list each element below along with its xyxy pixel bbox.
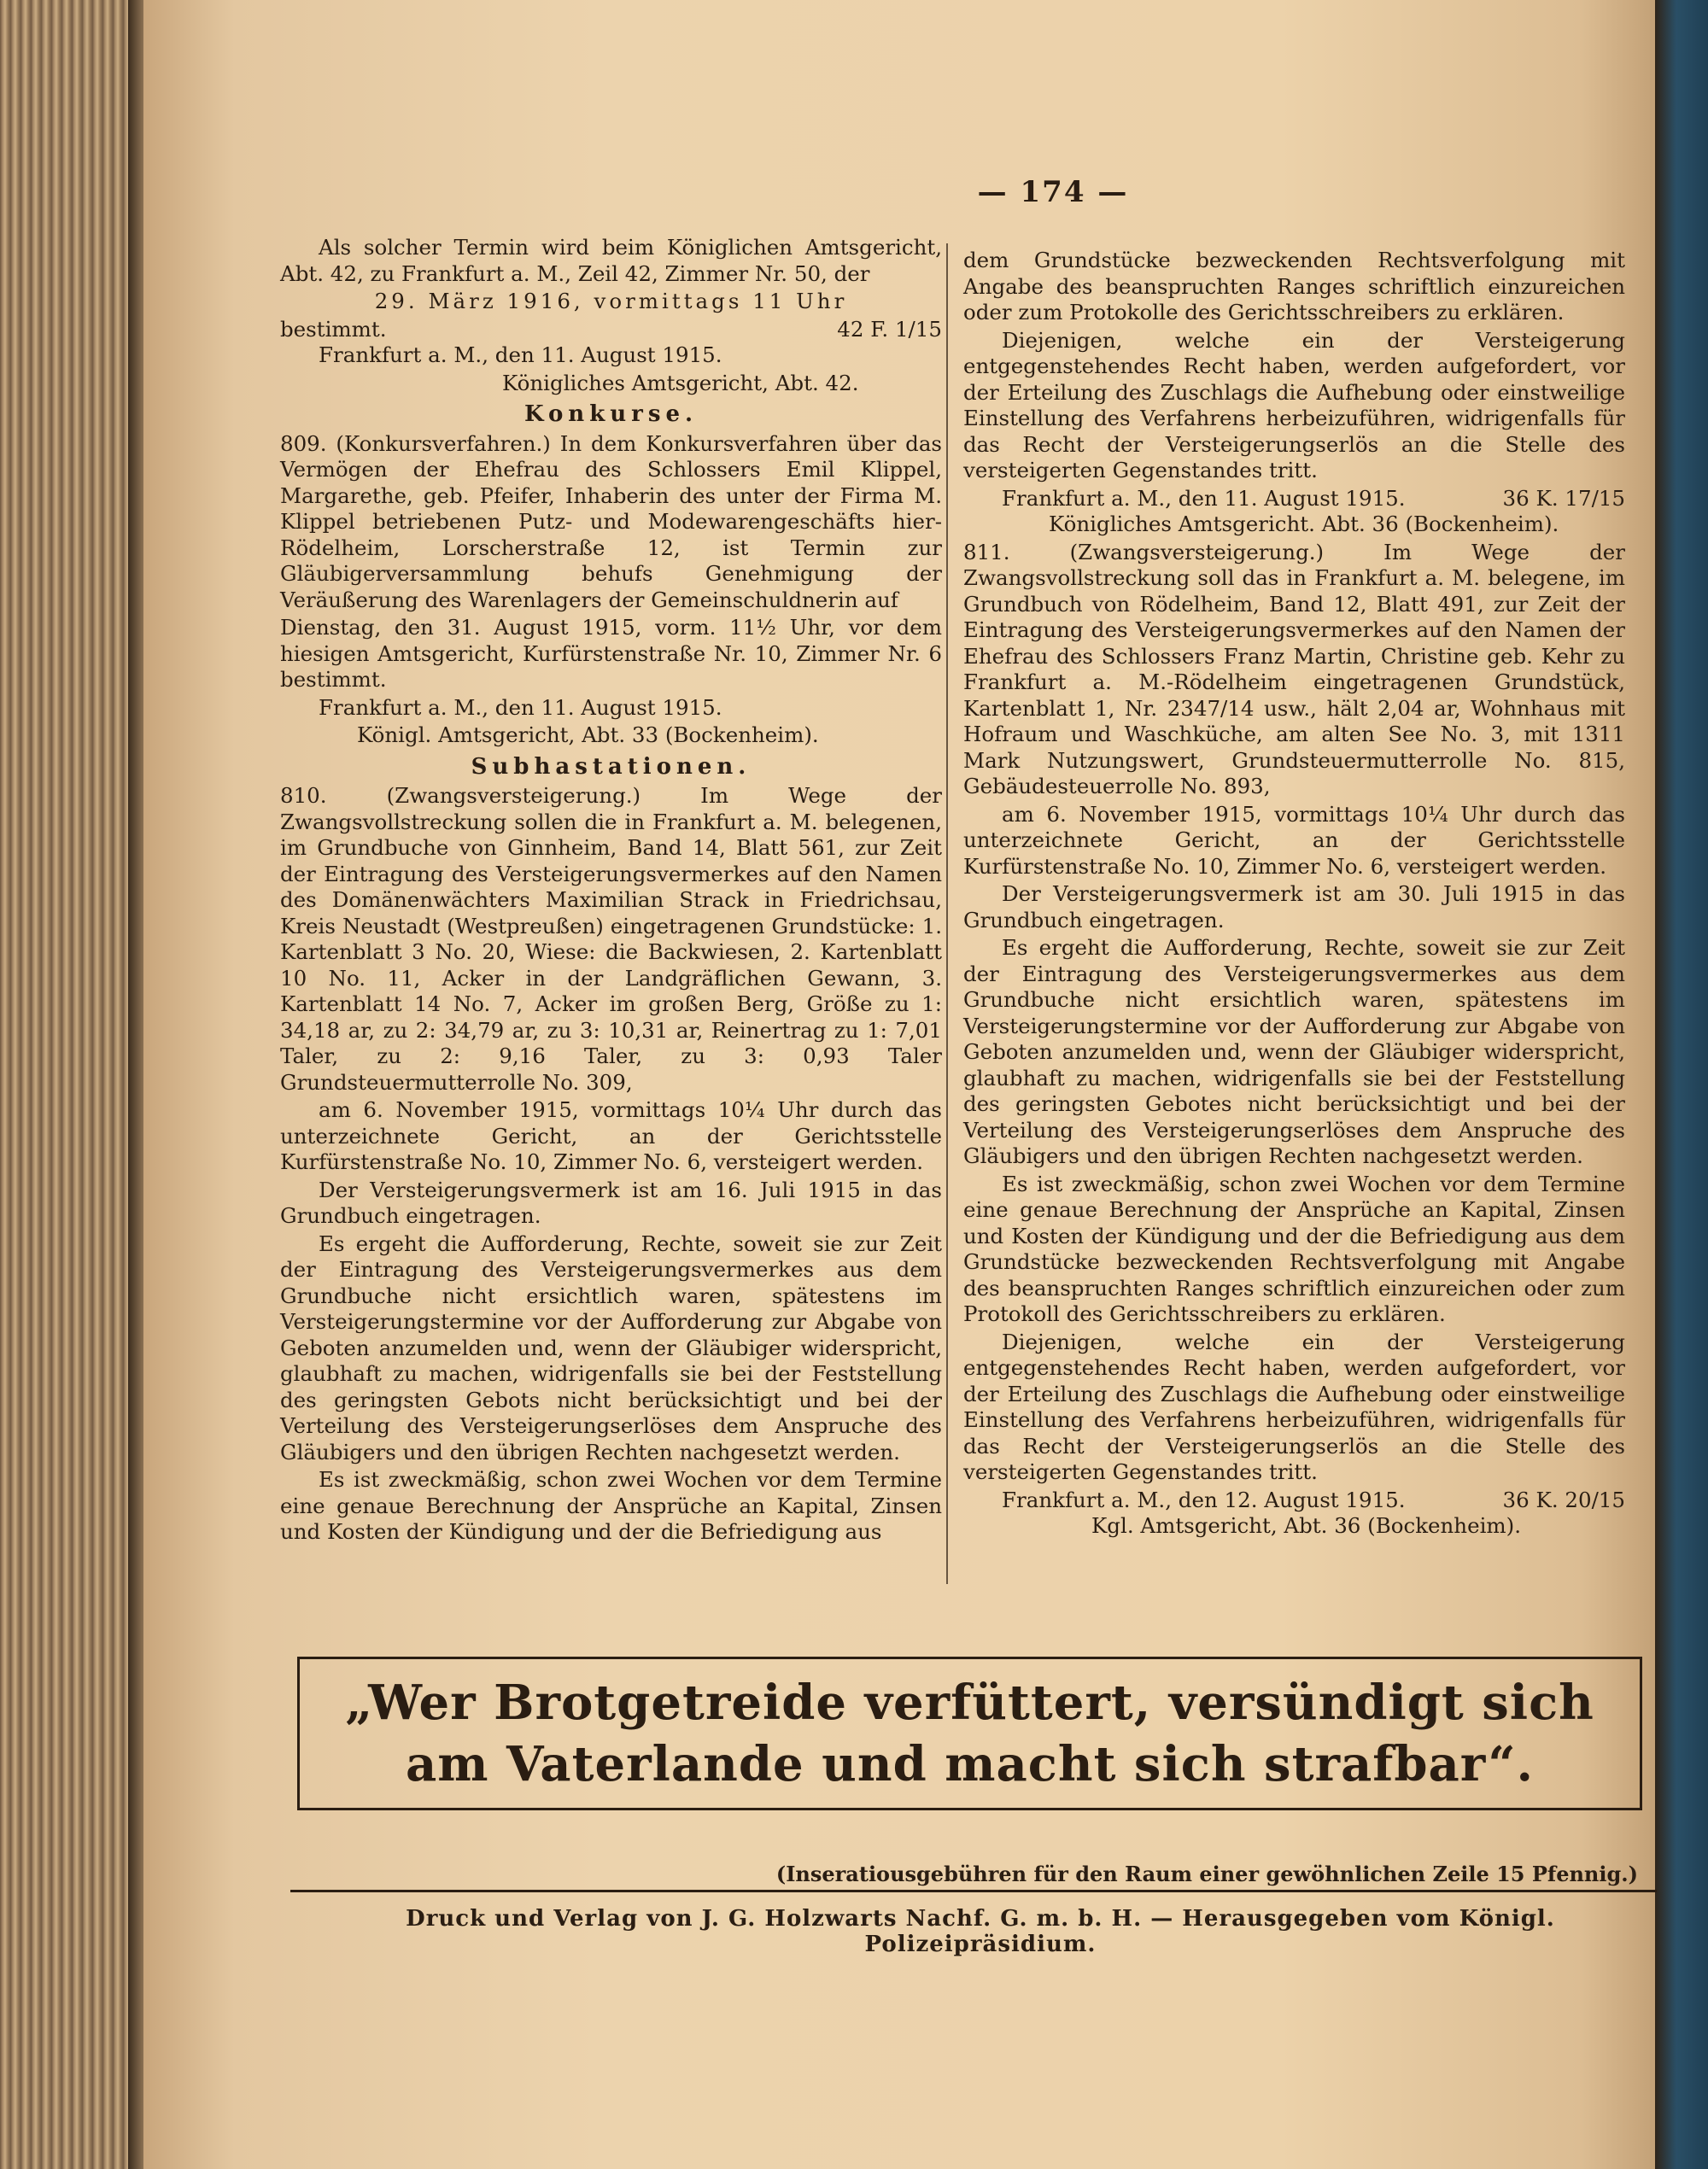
intro-ref: 42 F. 1/15 (837, 316, 942, 342)
book-page-edges (0, 0, 128, 2169)
document-page (143, 0, 1655, 2169)
entry-810-continued: dem Grundstücke bezweckenden Rechtsverfolgung mit Angabe des beanspruchten Ranges schriftlich einzureichen oder zum Protokolle des Gerichtsschreibers zu erklären. (963, 248, 1625, 324)
intro-signature: Königliches Amtsgericht, Abt. 42. (502, 370, 859, 395)
entry-810-request: Es ergeht die Aufforderung, Rechte, soweit sie zur Zeit der Eintragung des Versteigerungsvermerkes aus dem Grundbuche nicht ersichtlich waren, spätestens im Versteigerungstermine vor der Aufforderung zur Abgabe von Geboten anzumelden und, wenn der Gläubiger widerspricht, glaubhaft zu machen, widrigenfalls sie bei der Feststellung des geringsten Gebots nicht berücksichtigt und bei der Verteilung des Versteigerungserlöses dem Anspruche des Gläubigers und den übrigen Rechten nachgesetzt werden. (280, 1231, 942, 1465)
book-spine (128, 0, 143, 2169)
imprint: Druck und Verlag von J. G. Holzwarts Nachf. G. m. b. H. — Herausgegeben vom Königl. Polizeipräsidium. (406, 1906, 1555, 1957)
next-page-edge (1655, 0, 1708, 2169)
intro-end: bestimmt. (280, 316, 387, 342)
column-divider (946, 243, 948, 1584)
entry-809-date: Dienstag, den 31. August 1915, vorm. 11½ Uhr, vor dem hiesigen Amtsgericht, Kurfürstenstraße Nr. 10, Zimmer Nr. 6 bestimmt. (280, 615, 942, 692)
entry-811-ref: 36 K. 20/15 (1502, 1487, 1625, 1512)
entry-810-date: am 6. November 1915, vormittags 10¼ Uhr durch das unterzeichnete Gericht, an der Gerichtsstelle Kurfürstenstraße No. 10, Zimmer No. 6, versteigert werden. (280, 1097, 942, 1174)
entry-811-date: am 6. November 1915, vormittags 10¼ Uhr durch das unterzeichnete Gericht, an der Gerichtsstelle Kurfürstenstraße No. 10, Zimmer No. 6, versteigert werden. (963, 801, 1625, 879)
intro-place-date: Frankfurt a. M., den 11. August 1915. (319, 342, 722, 367)
entry-811-signature: Kgl. Amtsgericht, Abt. 36 (Bockenheim). (1091, 1513, 1522, 1538)
entry-811-date-line (963, 1488, 1625, 1514)
page-number: — 174 — (977, 175, 1129, 209)
entry-811-place: Frankfurt a. M., den 12. August 1915. (1002, 1487, 1406, 1512)
fee-note: (Inseratiousgebühren für den Raum einer gewöhnlichen Zeile 15 Pfennig.) (775, 1862, 1638, 1886)
entry-809-text: 809. (Konkursverfahren.) In dem Konkursverfahren über das Vermögen der Ehefrau des Schlossers Emil Klippel, Margarethe, geb. Pfeifer, Inhaberin des unter der Firma M. Klippel betriebenen Putz- und Modewarengeschäfts hier-Rödelheim, Lorscherstraße 12, ist Termin zur Gläubigerversammlung behufs Genehmigung der Veräußerung des Warenlagers der Gemeinschuldnerin auf (280, 430, 942, 612)
entry-811-request: Es ergeht die Aufforderung, Rechte, soweit sie zur Zeit der Eintragung des Versteigerungsvermerkes aus dem Grundbuche nicht ersichtlich waren, spätestens im Versteigerungstermine vor der Aufforderung zur Abgabe von Geboten anzumelden und, wenn der Gläubiger widerspricht, glaubhaft zu machen, widrigenfalls sie bei der Feststellung des geringsten Gebotes nicht berücksichtigt und bei der Verteilung des Versteigerungserlöses dem Anspruche des Gläubigers und den übrigen Rechten nachgesetzt werden. (963, 935, 1625, 1168)
notice-line-2: am Vaterlande und macht sich strafbar“. (405, 1736, 1535, 1792)
entry-810-place: Frankfurt a. M., den 11. August 1915. (1002, 485, 1406, 511)
entry-811-advice: Es ist zweckmäßig, schon zwei Wochen vor dem Termine eine genaue Berechnung der Ansprüche an Kapital, Zinsen und Kosten der Kündigung und der die Befriedigung aus dem Grundstücke bezweckenden Rechtsverfolgung mit Angabe des beanspruchten Ranges schriftlich einzureichen oder zum Protokoll des Gerichtsschreibers zu erklären. (963, 1171, 1625, 1326)
intro-text: Als solcher Termin wird beim Königlichen Amtsgericht, Abt. 42, zu Frankfurt a. M., Zeil 42, Zimmer Nr. 50, der (280, 235, 942, 286)
heading-konkurse: Konkurse. (524, 401, 699, 427)
entry-810-ref: 36 K. 17/15 (1502, 485, 1625, 511)
entry-809-signature: Königl. Amtsgericht, Abt. 33 (Bockenheim). (357, 722, 819, 747)
notice-box (297, 1657, 1642, 1810)
intro-date-time: 29. März 1916, vormittags 11 Uhr (374, 289, 848, 313)
entry-810-objection: Diejenigen, welche ein der Versteigerung entgegenstehendes Recht haben, werden aufgefordert, vor der Erteilung des Zuschlags die Aufhebung oder einstweilige Einstellung des Verfahrens herbeizuführen, widrigenfalls für das Recht der Versteigerungserlös an die Stelle des versteigerten Gegenstandes tritt. (963, 327, 1625, 482)
entry-810-signature: Königliches Amtsgericht. Abt. 36 (Bockenheim). (1049, 512, 1559, 536)
footer-rule (290, 1890, 1657, 1892)
entry-811-text: 811. (Zwangsversteigerung.) Im Wege der Zwangsvollstreckung soll das in Frankfurt a. M. belegene, im Grundbuch von Rödelheim, Band 12, Blatt 491, zur Zeit der Eintragung des Versteigerungsvermerkes auf den Namen der Ehefrau des Schlossers Franz Martin, Christine geb. Kehr zu Frankfurt a. M.-Rödelheim eingetragenen Grundstück, Kartenblatt 1, Nr. 2347/14 usw., hält 2,04 ar, Wohnhaus mit Hofraum und Waschküche, am alten See No. 3, mit 1311 Mark Nutzungswert, Grundsteuermutterrolle No. 815, Gebäudesteuerrolle No. 893, (963, 539, 1625, 798)
entry-810-text: 810. (Zwangsversteigerung.) Im Wege der Zwangsvollstreckung sollen die in Frankfurt a. M. belegenen, im Grundbuche von Ginnheim, Band 14, Blatt 561, zur Zeit der Eintragung des Versteigerungsvermerkes auf den Namen des Domänenwächters Maximilian Strack in Friedrichsau, Kreis Neustadt (Westpreußen) eingetragenen Grundstücke: 1. Kartenblatt 3 No. 20, Wiese: die Backwiesen, 2. Kartenblatt 10 No. 11, Acker in der Landgräflichen Gewann, 3. Kartenblatt 14 No. 7, Acker im großen Berg, Größe zu 1: 34,18 ar, zu 2: 34,79 ar, zu 3: 10,31 ar, Reinertrag zu 1: 7,01 Taler, zu 2: 9,16 Taler, zu 3: 0,93 Taler Grundsteuermutterrolle No. 309, (280, 783, 942, 1095)
entry-810-register: Der Versteigerungsvermerk ist am 16. Juli 1915 in das Grundbuch eingetragen. (280, 1177, 942, 1228)
notice-line-1: „Wer Brotgetreide verfüttert, versündigt sich (345, 1675, 1594, 1731)
intro-end-line (280, 317, 942, 343)
entry-810-date-line (963, 486, 1625, 512)
heading-subhastationen: Subhastationen. (471, 753, 752, 780)
entry-810-advice: Es ist zweckmäßig, schon zwei Wochen vor dem Termine eine genaue Berechnung der Ansprüche an Kapital, Zinsen und Kosten der Kündigung und der die Befriedigung aus (280, 1467, 942, 1544)
entry-811-register: Der Versteigerungsvermerk ist am 30. Juli 1915 in das Grundbuch eingetragen. (963, 881, 1625, 932)
entry-811-objection: Diejenigen, welche ein der Versteigerung entgegenstehendes Recht haben, werden aufgefordert, vor der Erteilung des Zuschlags die Aufhebung oder einstweilige Einstellung des Verfahrens herbeizuführen, widrigenfalls für das Recht der Versteigerungserlös an die Stelle des versteigerten Gegenstandes tritt. (963, 1329, 1625, 1484)
entry-809-place: Frankfurt a. M., den 11. August 1915. (319, 694, 722, 720)
left-column (280, 235, 942, 1547)
right-column (963, 248, 1625, 1541)
